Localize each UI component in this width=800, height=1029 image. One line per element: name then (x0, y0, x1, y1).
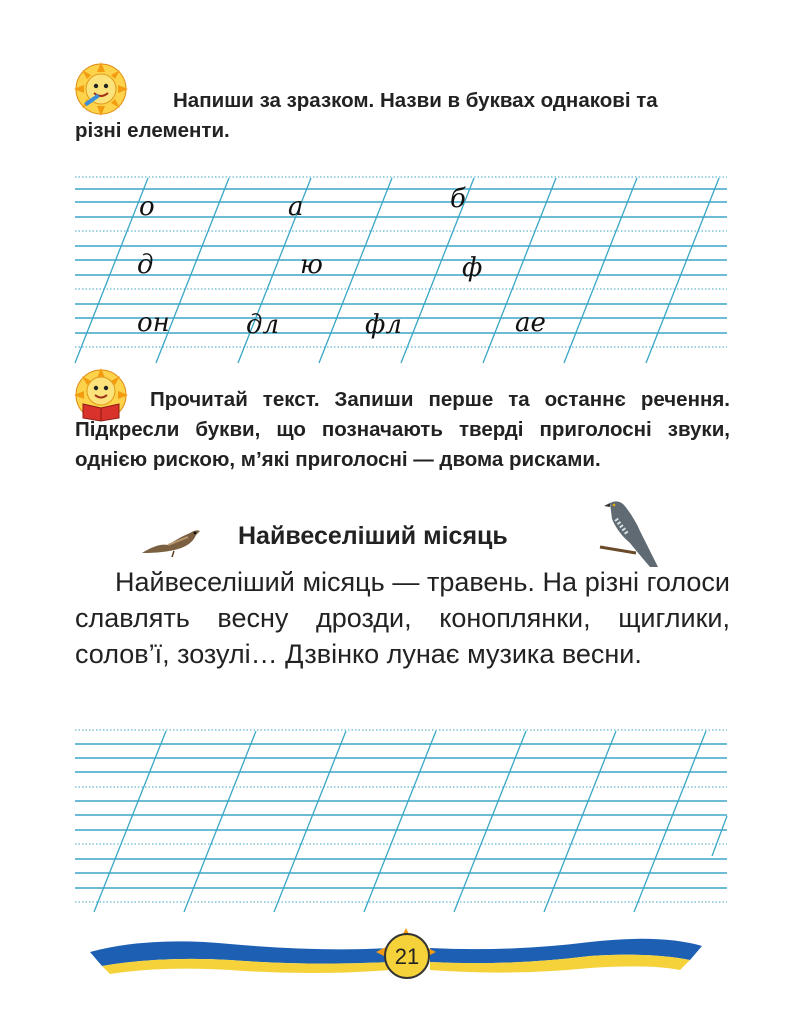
sample-letter: о (139, 192, 155, 222)
task1-line1: Напиши за зразком. Назви в буквах однакові та (173, 89, 658, 112)
story-title: Найвеселіший місяць (238, 522, 508, 550)
sample-letter: б (450, 184, 466, 214)
sample-letter: он (137, 308, 170, 338)
sample-letter: ф (462, 253, 483, 283)
page-number: 21 (384, 933, 430, 979)
sample-letter: дл (246, 310, 280, 340)
sample-letter: д (137, 250, 154, 280)
sample-letter: ю (300, 250, 323, 280)
story-text: Найвеселіший місяць — травень. На різні голоси славлять весну дрозди, коноплянки, щиглики, солов’ї, зозулі… Дзвінко лунає музика весни. (75, 567, 730, 669)
task2-text: Прочитай текст. Запиши перше та останнє речення. Підкресли букви, що позначають тверді приголосні звуки, однією рискою, м’які приголосні — двома рисками. (75, 388, 730, 471)
sample-letter: фл (365, 310, 402, 340)
sample-letter: а (288, 192, 304, 222)
sample-letter: ае (515, 308, 546, 338)
task1-line2: різні елементи. (75, 119, 230, 142)
